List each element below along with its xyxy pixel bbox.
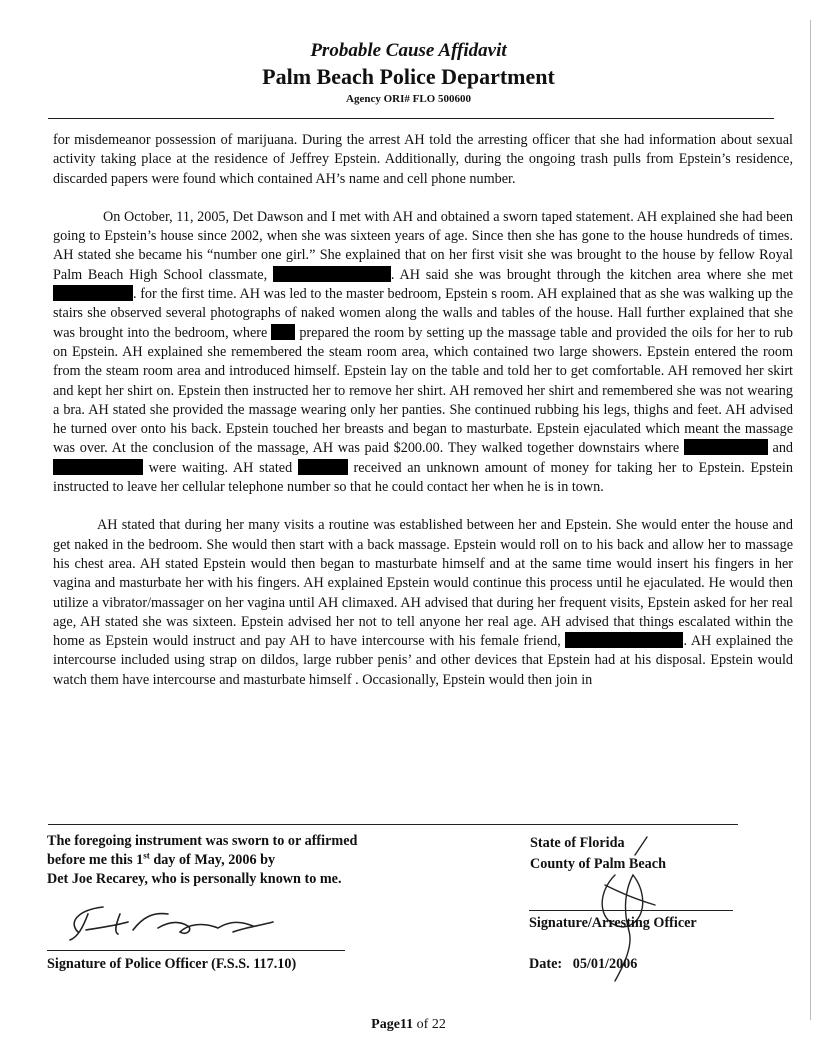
officer-signature (58, 892, 308, 952)
redaction-block (684, 439, 768, 455)
paragraph-1: for misdemeanor possession of marijuana. During the arrest AH told the arresting officer that she had information about sexual activity taking place at the residence of Jeffrey Epstein. Additionally, during the ongoing trash pulls from Epstein’s residence, discarded papers were found which contained AH’s name and cell phone number. (53, 132, 793, 187)
redaction-block (53, 459, 143, 475)
header-divider (48, 118, 774, 119)
department-name: Palm Beach Police Department (262, 64, 555, 89)
affidavit-title: Probable Cause Affidavit (310, 40, 507, 61)
paragraph-3: AH stated that during her many visits a routine was established between her and Epstein. She would enter the house and get naked in the bedroom. She would then start with a back massage. Epstein would roll on to his back and allow her to massage his chest area. AH stated Epstein would then began to masturbate himself and at the same time would insert his fingers in her vagina and masturbate her with his fingers. AH explained Epstein would continue this process until he ejaculated. He would then utilize a vibrator/massager on her vagina until AH climaxed. AH advised that during her frequent visits, Epstein asked for her real age, AH stated she was sixteen. Epstein advised her not to tell anyone her real age. AH advised that things escalated within the home as Epstein would instruct and pay AH to have intercourse with his female friend, . AH explained the intercourse included using strap on dildos, large rubber penis’ and other devices that Epstein had at his disposal. Epstein would watch them have intercourse and masturbate himself . Occasionally, Epstein would then join in (53, 517, 794, 688)
arresting-officer-signature-line (529, 910, 733, 911)
arresting-officer-signature-label: Signature/Arresting Officer (529, 915, 697, 931)
redaction-block (298, 459, 348, 475)
page-number: Page11 of 22 (371, 1017, 446, 1032)
state-label: State of Florida (530, 835, 625, 851)
agency-ori: Agency ORI# FLO 500600 (346, 93, 471, 105)
redaction-block (565, 632, 683, 648)
redaction-block (273, 266, 391, 282)
page-edge (810, 20, 811, 1020)
sworn-statement: The foregoing instrument was sworn to or affirmed before me this 1st day of May, 2006 by Det Joe Recarey, who is personally known to me. (47, 833, 358, 887)
officer-signature-line (47, 950, 345, 951)
signature-date: Date: 05/01/2006 (529, 956, 638, 972)
redaction-block (53, 285, 133, 301)
redaction-block (271, 324, 295, 340)
county-label: County of Palm Beach (530, 856, 666, 872)
affidavit-body (53, 131, 793, 690)
footer-divider (48, 824, 738, 825)
paragraph-2: On October, 11, 2005, Det Dawson and I met with AH and obtained a sworn taped statement. AH explained she had been going to Epstein’s house since 2002, when she was sixteen years of age. Since then she has gone to the house hundreds of times. AH stated she became his “number one girl.” She explained that on her first visit she was brought to the house by fellow Royal Palm Beach High School classmate, . AH said she was brought through the kitchen area where she met . for the first time. AH was led to the master bedroom, Epstein s room. AH explained that as she was walking up the stairs she observed several photographs of naked women along the walls and tables of the house. Hall further explained that she was brought into the bedroom, where prepared the room by setting up the massage table and provided the oils for her to rub on Epstein. AH explained she remembered the steam room area, which contained two large showers. Epstein entered the room from the steam room area and introduced himself. Epstein lay on the table and told her to get comfortable. AH removed her skirt and kept her shirt on. Epstein then instructed her to remove her shirt. AH removed her shirt and remembered she was not wearing a bra. AH stated she provided the massage wearing only her panties. She continued rubbing his legs, thighs and feet. AH advised he turned over onto his back. Epstein touched her breasts and began to masturbate. Epstein ejaculated which meant the massage was over. At the conclusion of the massage, AH was paid $200.00. They walked together downstairs where and were waiting. AH stated received an unknown amount of money for taking her to Epstein. Epstein instructed to leave her cellular telephone number so that he could contact her when he is in town. (53, 208, 794, 496)
officer-signature-label: Signature of Police Officer (F.S.S. 117.10) (47, 956, 297, 972)
